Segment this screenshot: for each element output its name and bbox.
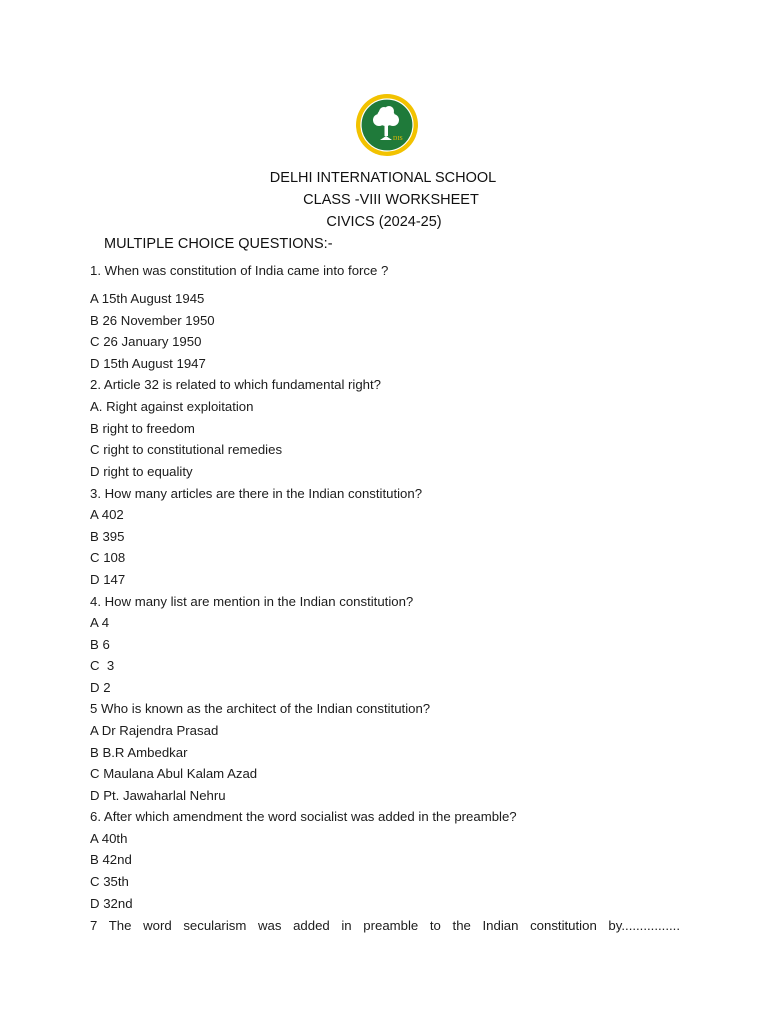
option-line: D right to equality [90,464,193,479]
question-1: 1. When was constitution of India came into force ? [90,263,389,278]
option-line: D 15th August 1947 [90,356,206,371]
school-name: DELHI INTERNATIONAL SCHOOL [269,170,497,186]
tree-emblem-icon [355,93,419,157]
option-line: B 6 [90,637,110,652]
option-line: D Pt. Jawaharlal Nehru [90,788,226,803]
subject-title: CIVICS (2024-25) [326,214,442,230]
section-title: MULTIPLE CHOICE QUESTIONS:- [104,236,333,252]
option-line: A Dr Rajendra Prasad [90,723,219,738]
option-line: D 2 [90,680,111,695]
option-line: B 42nd [90,852,132,867]
option-line: C 26 January 1950 [90,334,202,349]
option-line: D 32nd [90,896,133,911]
option-line: A. Right against exploitation [90,399,254,414]
option-line: C Maulana Abul Kalam Azad [90,766,258,781]
option-line: A 40th [90,831,128,846]
option-line: D 147 [90,572,126,587]
option-line: A 402 [90,507,124,522]
question-3: 3. How many articles are there in the Indian constitution? [90,486,423,501]
question-6: 6. After which amendment the word socialist was added in the preamble? [90,809,517,824]
option-line: C 35th [90,874,129,889]
worksheet-title: CLASS -VIII WORKSHEET [303,192,479,208]
option-line: C 108 [90,550,126,565]
option-line: B B.R Ambedkar [90,745,188,760]
question-5: 5 Who is known as the architect of the Indian constitution? [90,701,431,716]
option-line: A 15th August 1945 [90,291,205,306]
option-line: C right to constitutional remedies [90,442,283,457]
option-line: B 395 [90,529,125,544]
option-line: C 3 [90,658,115,673]
option-line: B right to freedom [90,421,195,436]
question-7: 7 The word secularism was added in preamble to the Indian constitution by................ [90,918,680,933]
option-line: B 26 November 1950 [90,313,215,328]
school-logo [355,93,419,157]
question-4: 4. How many list are mention in the Indian constitution? [90,594,414,609]
logo-text: DIS [393,136,403,142]
option-line: A 4 [90,615,110,630]
question-2: 2. Article 32 is related to which fundamental right? [90,377,382,392]
